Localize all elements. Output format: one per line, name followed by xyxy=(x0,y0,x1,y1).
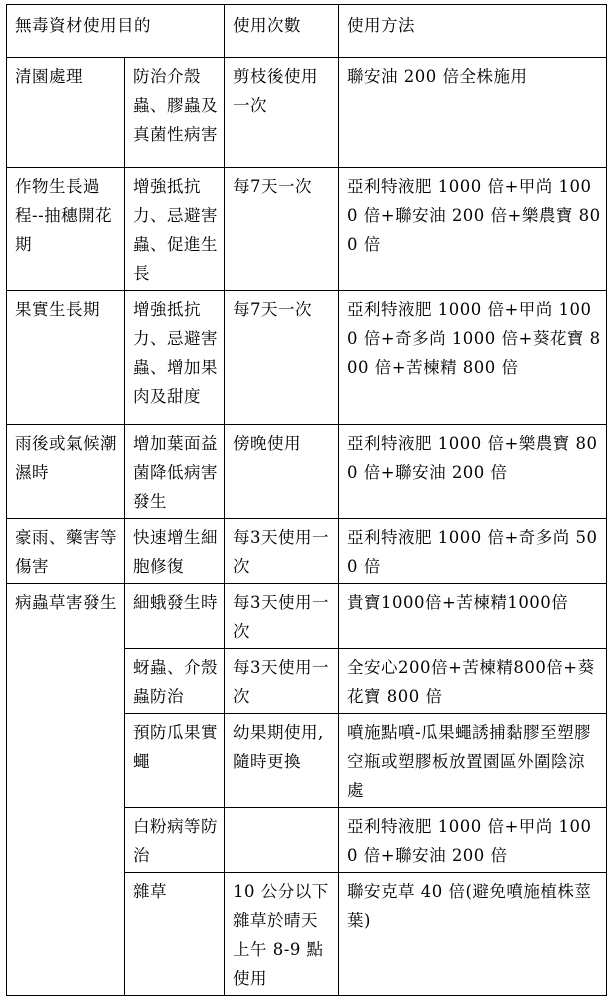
header-frequency: 使用次數 xyxy=(225,5,339,58)
method-cell: 亞利特液肥 1000 倍+樂農寶 800 倍+聯安油 200 倍 xyxy=(339,425,607,519)
frequency-cell: 每7天一次 xyxy=(225,168,339,291)
method-cell: 全安心200倍+苦楝精800倍+葵花寶 800 倍 xyxy=(339,649,607,714)
method-cell: 亞利特液肥 1000 倍+甲尚 1000 倍+聯安油 200 倍 xyxy=(339,808,607,873)
table-row xyxy=(7,291,607,425)
frequency-cell: 傍晚使用 xyxy=(225,425,339,519)
stage-cell: 作物生長過程--抽穗開花期 xyxy=(7,168,125,291)
purpose-cell: 增加葉面益菌降低病害發生 xyxy=(125,425,225,519)
frequency-cell: 每7天一次 xyxy=(225,291,339,425)
purpose-cell: 快速增生細胞修復 xyxy=(125,519,225,584)
stage-cell: 雨後或氣候潮濕時 xyxy=(7,425,125,519)
purpose-cell: 預防瓜果實蠅 xyxy=(125,714,225,808)
pesticide-usage-table xyxy=(6,4,607,996)
table-row xyxy=(7,519,607,584)
pest-stage-cell: 病蟲草害發生 xyxy=(7,584,125,996)
method-cell: 貴寶1000倍+苦楝精1000倍 xyxy=(339,584,607,649)
header-purpose: 無毒資材使用目的 xyxy=(7,5,225,58)
purpose-cell: 防治介殼蟲、膠蟲及真菌性病害 xyxy=(125,58,225,168)
method-cell: 亞利特液肥 1000 倍+奇多尚 500 倍 xyxy=(339,519,607,584)
frequency-cell: 每3天使用一次 xyxy=(225,519,339,584)
header-row xyxy=(7,5,607,58)
method-cell: 聯安克草 40 倍(避免噴施植株莖葉) xyxy=(339,873,607,996)
table-row xyxy=(7,584,607,649)
header-method: 使用方法 xyxy=(339,5,607,58)
stage-cell: 豪雨、藥害等傷害 xyxy=(7,519,125,584)
method-cell: 亞利特液肥 1000 倍+甲尚 1000 倍+聯安油 200 倍+樂農寶 800 倍 xyxy=(339,168,607,291)
purpose-cell: 白粉病等防治 xyxy=(125,808,225,873)
table-row xyxy=(7,425,607,519)
frequency-cell: 幼果期使用,隨時更換 xyxy=(225,714,339,808)
method-cell: 亞利特液肥 1000 倍+甲尚 1000 倍+奇多尚 1000 倍+葵花寶 800 倍+苦楝精 800 倍 xyxy=(339,291,607,425)
purpose-cell: 增強抵抗力、忌避害蟲、增加果肉及甜度 xyxy=(125,291,225,425)
purpose-cell: 增強抵抗力、忌避害蟲、促進生長 xyxy=(125,168,225,291)
purpose-cell: 蚜蟲、介殼蟲防治 xyxy=(125,649,225,714)
purpose-cell: 雜草 xyxy=(125,873,225,996)
method-cell: 聯安油 200 倍全株施用 xyxy=(339,58,607,168)
table-row xyxy=(7,168,607,291)
frequency-cell: 每3天使用一次 xyxy=(225,649,339,714)
frequency-cell: 剪枝後使用一次 xyxy=(225,58,339,168)
stage-cell: 清園處理 xyxy=(7,58,125,168)
table-row xyxy=(7,58,607,168)
frequency-cell: 每3天使用一次 xyxy=(225,584,339,649)
frequency-cell: 10 公分以下雜草於晴天上午 8-9 點使用 xyxy=(225,873,339,996)
stage-cell: 果實生長期 xyxy=(7,291,125,425)
frequency-cell-empty xyxy=(225,808,339,873)
purpose-cell: 細蛾發生時 xyxy=(125,584,225,649)
method-cell: 噴施點噴-瓜果蠅誘捕黏膠至塑膠空瓶或塑膠板放置園區外圍陰涼處 xyxy=(339,714,607,808)
